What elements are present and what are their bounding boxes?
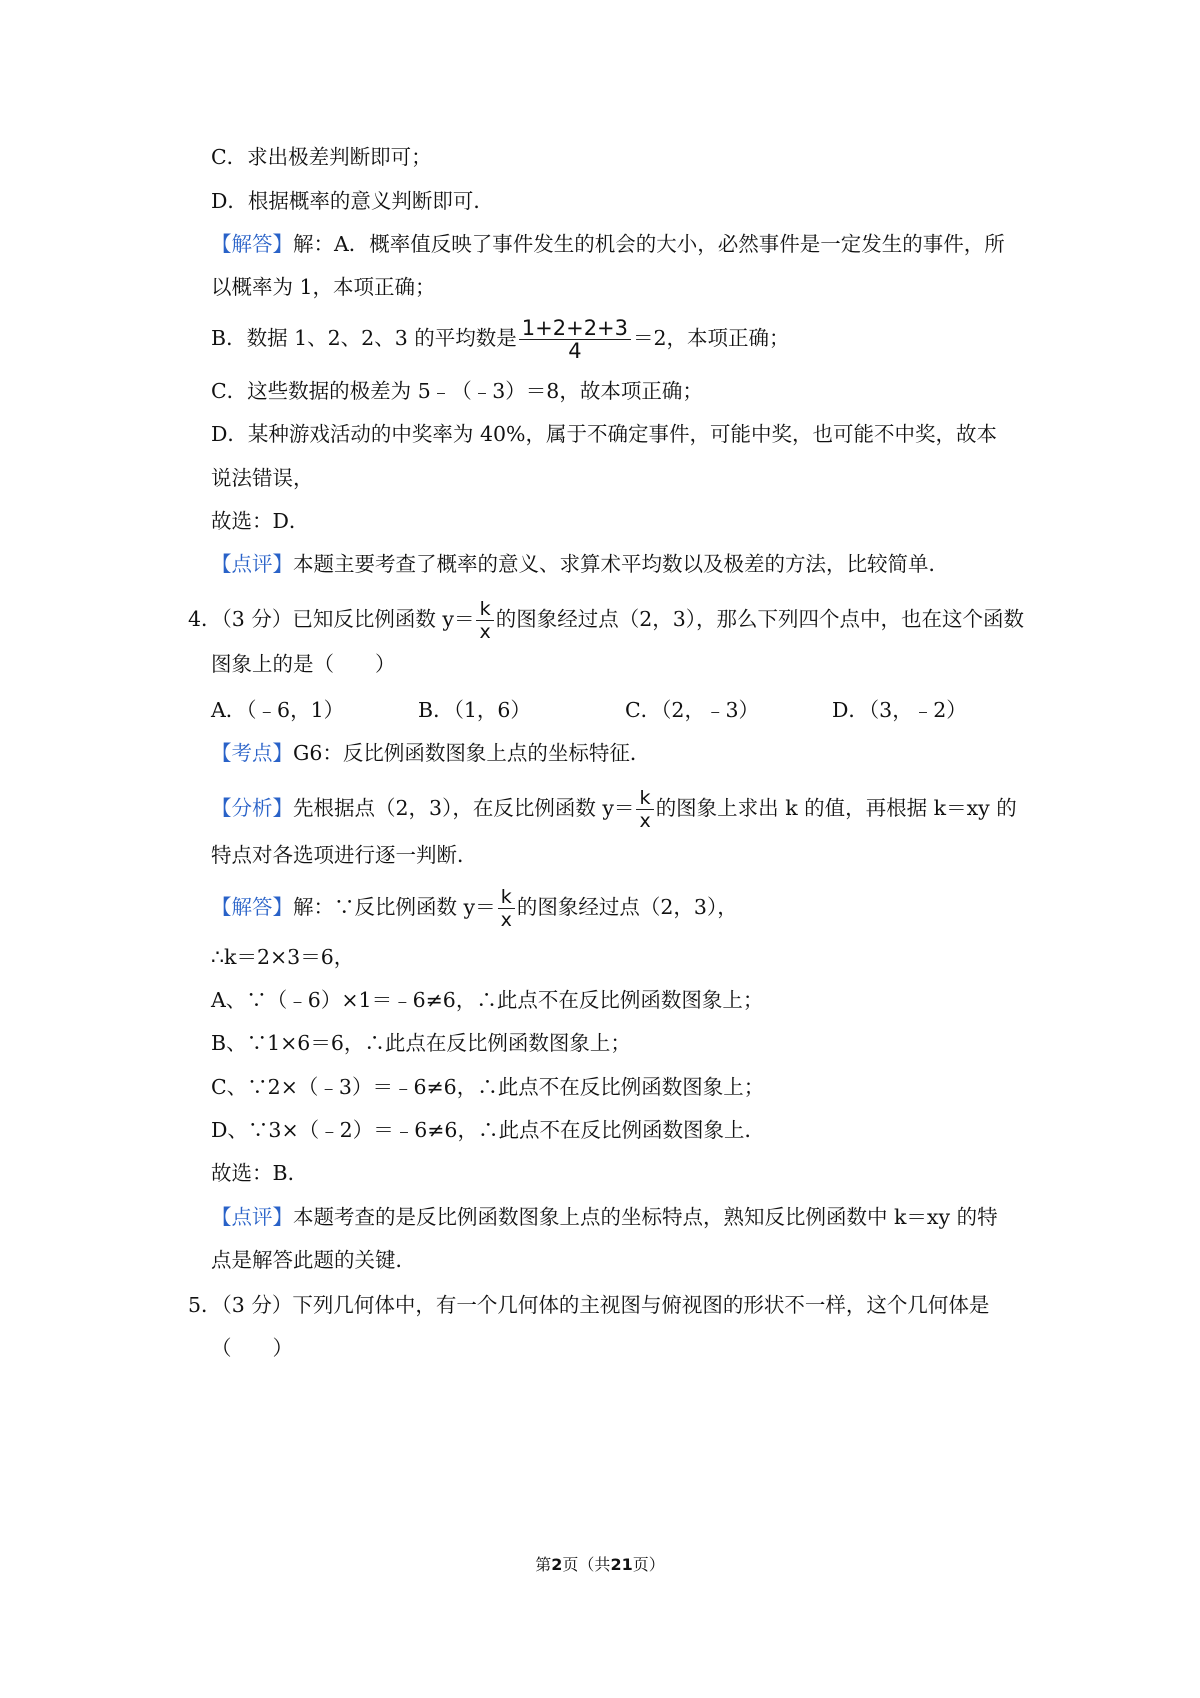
solution-4-b: B、∵1×6＝6，∴此点在反比例函数图象上； — [211, 1031, 631, 1055]
analysis-4-line-2: 特点对各选项进行逐一判断． — [211, 843, 478, 867]
solution-4-k: ∴k＝2×3＝6， — [211, 945, 355, 969]
k-over-x-fraction: $\frac{k}{x}$ — [476, 598, 493, 643]
k-over-x-fraction: $\frac{k}{x}$ — [498, 886, 515, 931]
review-4-line-2: 点是解答此题的关键． — [211, 1248, 416, 1272]
mean-fraction: $\frac{1+2+2+3}{4}$ — [519, 317, 631, 362]
option-c: C．（2，﹣3） — [625, 698, 760, 722]
analysis-4: 【分析】先根据点（2，3），在反比例函数 y＝ $\frac{k}{x}$ 的图象上求出 k 的值，再根据 k＝xy 的 — [211, 787, 1017, 832]
answer-3-option-b: B．数据 1、2、2、3 的平均数是 $\frac{1+2+2+3}{4}$ ＝2，本项正确； — [211, 316, 790, 363]
solution-4-d: D、∵3×（﹣2）＝﹣6≠6，∴此点不在反比例函数图象上． — [211, 1118, 765, 1142]
review-3: 【点评】本题主要考查了概率的意义、求算术平均数以及极差的方法，比较简单． — [211, 552, 949, 576]
total-pages: 21 — [610, 1555, 633, 1574]
review-tag: 【点评】 — [211, 552, 293, 576]
solution-4-choice: 故选：B． — [211, 1161, 309, 1185]
question-4-stem: 4．（3 分）已知反比例函数 y＝ $\frac{k}{x}$ 的图象经过点（2，3），那么下列四个点中，也在这个函数 — [188, 598, 1025, 643]
question-5-stem-line-2: （ ） — [211, 1336, 293, 1360]
knowledge-tag: 【考点】 — [211, 741, 293, 765]
answer-3-choice: 故选：D． — [211, 509, 310, 533]
answer-3-line-2: 以概率为 1，本项正确； — [211, 275, 436, 299]
option-d: D．（3，﹣2） — [832, 698, 967, 722]
answer-3-option-d-line-1: D．某种游戏活动的中奖率为 40%，属于不确定事件，可能中奖，也可能不中奖，故本 — [211, 422, 998, 446]
page-number: 2 — [551, 1555, 563, 1574]
option-b: B．（1，6） — [418, 698, 531, 722]
review-tag: 【点评】 — [211, 1205, 293, 1229]
solution-4-a: A、∵（﹣6）×1＝﹣6≠6，∴此点不在反比例函数图象上； — [211, 988, 764, 1012]
review-4: 【点评】本题考查的是反比例函数图象上点的坐标特点，熟知反比例函数中 k＝xy 的特 — [211, 1205, 998, 1229]
answer-tag: 【解答】 — [211, 895, 293, 919]
k-over-x-fraction: $\frac{k}{x}$ — [636, 787, 653, 832]
answer-tag: 【解答】 — [211, 232, 293, 256]
question-4-stem-line-2: 图象上的是（ ） — [211, 652, 396, 676]
answer-3-line-1: 【解答】解：A．概率值反映了事件发生的机会的大小，必然事件是一定发生的事件，所 — [211, 232, 1005, 256]
analysis-option-c: C．求出极差判断即可； — [211, 145, 432, 169]
solution-4: 【解答】解：∵反比例函数 y＝ $\frac{k}{x}$ 的图象经过点（2，3）， — [211, 886, 738, 931]
option-a: A．（﹣6，1） — [211, 698, 345, 722]
analysis-option-d: D．根据概率的意义判断即可． — [211, 189, 494, 213]
analysis-tag: 【分析】 — [211, 796, 293, 820]
question-4-options — [211, 695, 1039, 725]
answer-3-option-c: C．这些数据的极差为 5﹣（﹣3）＝8，故本项正确； — [211, 379, 703, 403]
knowledge-point-4: 【考点】G6：反比例函数图象上点的坐标特征． — [211, 741, 651, 765]
solution-4-c: C、∵2×（﹣3）＝﹣6≠6，∴此点不在反比例函数图象上； — [211, 1075, 765, 1099]
page-footer: 第2页（共21页） — [535, 1555, 665, 1574]
question-5-stem: 5．（3 分）下列几何体中，有一个几何体的主视图与俯视图的形状不一样，这个几何体是 — [188, 1293, 990, 1317]
answer-3-option-d-line-2: 说法错误， — [211, 466, 314, 490]
